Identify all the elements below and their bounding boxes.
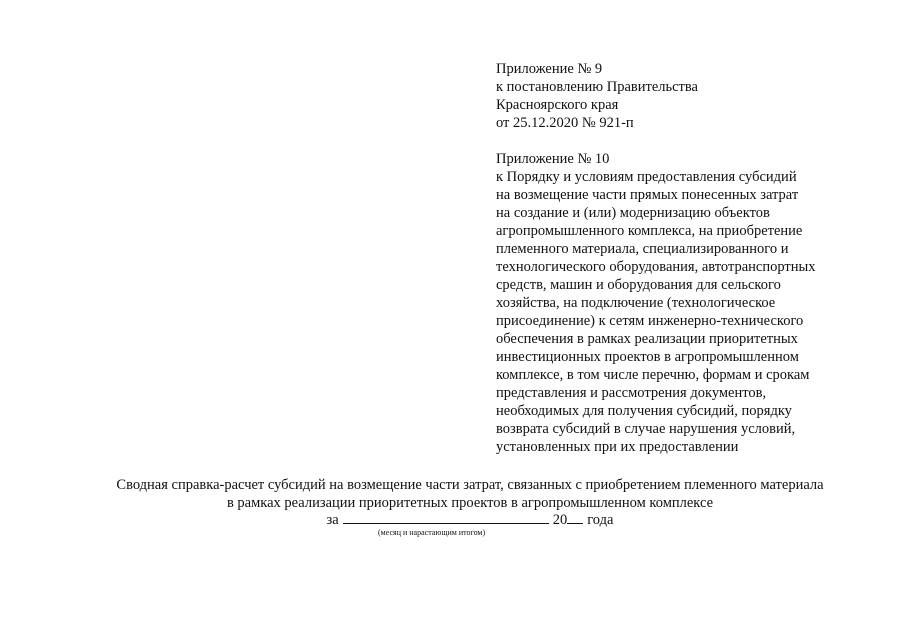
appendix-10-line: Приложение № 10 bbox=[496, 151, 610, 167]
appendix-10-line: обеспечения в рамках реализации приоритетных bbox=[496, 331, 798, 347]
appendix-10-line: на создание и (или) модернизацию объектов bbox=[496, 205, 770, 221]
period-note: (месяц и нарастающим итогом) bbox=[378, 528, 486, 537]
appendix-9-header bbox=[496, 60, 856, 132]
appendix-10-line: необходимых для получения субсидий, порядку bbox=[496, 403, 792, 419]
appendix-10-line: присоединение) к сетям инженерно-технического bbox=[496, 313, 804, 329]
appendix-10-line: комплексе, в том числе перечню, формам и срокам bbox=[496, 367, 810, 383]
appendix-10-line: возврата субсидий в случае нарушения условий, bbox=[496, 421, 796, 437]
appendix-10-line: инвестиционных проектов в агропромышленном bbox=[496, 349, 799, 365]
appendix-9-line: Красноярского края bbox=[496, 97, 619, 113]
appendix-10-line: к Порядку и условиям предоставления субсидий bbox=[496, 169, 797, 185]
month-blank-field[interactable] bbox=[343, 510, 549, 524]
appendix-10-line: технологического оборудования, автотранспортных bbox=[496, 259, 816, 275]
title-line-2: в рамках реализации приоритетных проектов в агропромышленном комплексе bbox=[226, 495, 714, 511]
document-title bbox=[60, 476, 880, 512]
appendix-10-line: агропромышленного комплекса, на приобретение bbox=[496, 223, 803, 239]
appendix-10-line: установленных при их предоставлении bbox=[496, 439, 739, 455]
appendix-9-line: от 25.12.2020 № 921-п bbox=[496, 115, 634, 131]
appendix-10-line: племенного материала, специализированного и bbox=[496, 241, 789, 257]
period-prefix: за bbox=[326, 512, 339, 528]
appendix-10-line: хозяйства, на подключение (технологическое bbox=[496, 295, 776, 311]
appendix-9-line: Приложение № 9 bbox=[496, 61, 603, 77]
reporting-period bbox=[60, 510, 880, 529]
appendix-10-header bbox=[496, 150, 876, 456]
appendix-10-line: средств, машин и оборудования для сельского bbox=[496, 277, 781, 293]
year-blank-field[interactable] bbox=[567, 510, 583, 524]
period-suffix: года bbox=[587, 512, 614, 528]
appendix-9-line: к постановлению Правительства bbox=[496, 79, 698, 95]
year-prefix: 20 bbox=[552, 512, 568, 528]
title-line-1: Сводная справка-расчет субсидий на возмещение части затрат, связанных с приобретением племенного материала bbox=[116, 477, 824, 493]
appendix-10-line: представления и рассмотрения документов, bbox=[496, 385, 767, 401]
appendix-10-line: на возмещение части прямых понесенных затрат bbox=[496, 187, 799, 203]
